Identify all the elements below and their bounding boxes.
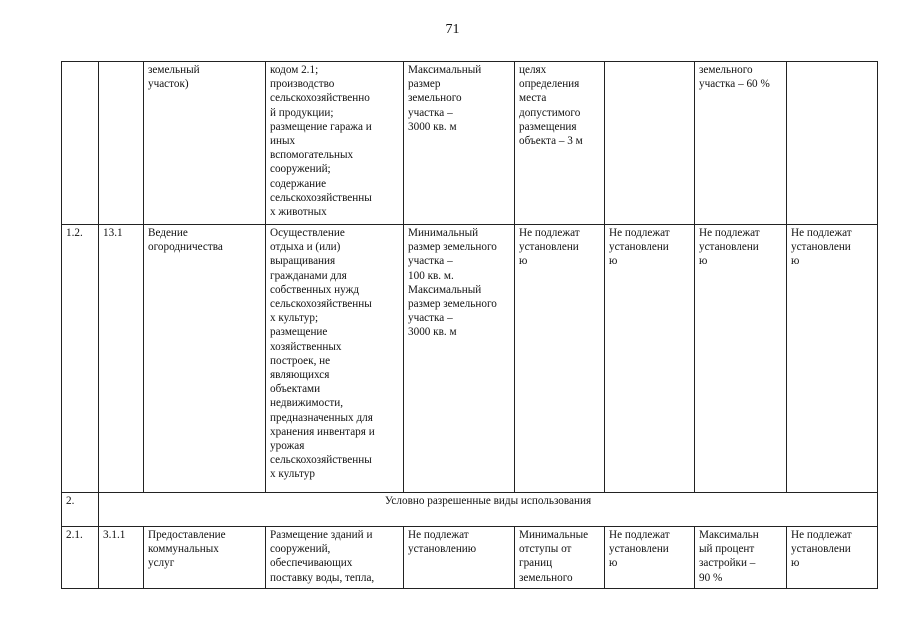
cell-line: обеспечивающих [270, 557, 353, 570]
cell-line: Минимальный [408, 227, 479, 239]
cell-line: 100 кв. м. [408, 269, 454, 282]
cell-line: Не подлежат [791, 529, 852, 541]
cell-setbacks [515, 225, 605, 493]
cell-other [787, 225, 878, 493]
section-title: Условно разрешенные виды использования [99, 493, 878, 527]
cell-line: х культур; [270, 312, 319, 325]
cell-line: сельскохозяйственны [270, 298, 372, 311]
cell-line: ый процент [699, 543, 755, 556]
cell-line: установлени [791, 241, 851, 254]
cell-code [99, 62, 144, 225]
cell-line: установлени [609, 543, 669, 556]
section-row-2 [62, 493, 878, 527]
cell-line: размер земельного [408, 298, 497, 311]
cell-line: отдыха и (или) [270, 241, 341, 254]
cell-line: огородничества [148, 241, 223, 254]
cell-setbacks [515, 62, 605, 225]
cell-line: 90 % [699, 571, 723, 584]
cell-line: участок) [148, 78, 189, 91]
cell-other [787, 527, 878, 589]
cell-line: ю [519, 255, 528, 268]
cell-line: Осуществление [270, 227, 345, 239]
cell-line: установлени [609, 241, 669, 254]
cell-line: ю [609, 557, 618, 570]
cell-code: 3.1.1 [99, 527, 144, 589]
cell-line: установлени [699, 241, 759, 254]
cell-line: иных [270, 135, 296, 148]
cell-line: границ [519, 557, 553, 570]
cell-line: недвижимости, [270, 397, 344, 410]
cell-line: отступы от [519, 543, 572, 556]
cell-coverage [695, 527, 787, 589]
cell-line: допустимого [519, 106, 581, 119]
cell-other [787, 62, 878, 225]
cell-line: размер земельного [408, 241, 497, 254]
cell-line: определения [519, 78, 580, 91]
cell-description [266, 225, 404, 493]
cell-line: 3000 кв. м [408, 120, 457, 133]
cell-line: сооружений; [270, 163, 331, 176]
cell-line: производство [270, 78, 335, 91]
table-row-1-2 [62, 225, 878, 493]
cell-line: Размещение зданий и [270, 529, 373, 541]
cell-line: сельскохозяйственны [270, 191, 372, 204]
page-number: 71 [445, 22, 460, 37]
cell-line: Не подлежат [609, 529, 670, 541]
cell-floors [605, 225, 695, 493]
cell-floors [605, 62, 695, 225]
cell-line: места [519, 92, 547, 105]
section-number: 2. [62, 493, 99, 527]
cell-line: земельного [699, 64, 753, 76]
land-use-table [61, 61, 878, 589]
cell-line: кодом 2.1; [270, 64, 319, 76]
cell-line: Предоставление [148, 529, 226, 541]
cell-size [404, 527, 515, 589]
cell-coverage [695, 62, 787, 225]
cell-line: размещение [270, 326, 328, 339]
cell-line: Максимальный [408, 283, 482, 296]
cell-floors [605, 527, 695, 589]
cell-size [404, 225, 515, 493]
cell-line: коммунальных [148, 543, 219, 556]
cell-size [404, 62, 515, 225]
cell-line: Не подлежат [408, 529, 469, 541]
cell-line: услуг [148, 557, 175, 570]
cell-line: построек, не [270, 354, 331, 367]
cell-line: выращивания [270, 255, 336, 268]
cell-line: собственных нужд [270, 283, 360, 296]
cell-line: земельного [519, 571, 573, 584]
cell-line: ю [791, 255, 800, 268]
cell-line: ю [699, 255, 708, 268]
cell-line: х животных [270, 206, 327, 219]
cell-line: участка – [408, 106, 453, 119]
cell-description [266, 527, 404, 589]
cell-code: 13.1 [99, 225, 144, 493]
cell-line: ю [609, 255, 618, 268]
cell-name [144, 62, 266, 225]
cell-line: земельного [408, 92, 462, 105]
cell-line: Максимальный [408, 64, 482, 76]
table-row-continuation [62, 62, 878, 225]
cell-line: Не подлежат [519, 227, 580, 239]
cell-line: Не подлежат [609, 227, 670, 239]
cell-line: содержание [270, 177, 327, 190]
cell-coverage [695, 225, 787, 493]
cell-line: хозяйственных [270, 340, 342, 353]
cell-line: хранения инвентаря и [270, 425, 375, 438]
cell-line: сельскохозяйственны [270, 454, 372, 467]
cell-line: размещения [519, 120, 577, 133]
cell-line: сооружений, [270, 543, 331, 556]
cell-line: установлени [791, 543, 851, 556]
cell-line: сельскохозяйственно [270, 92, 370, 105]
cell-num: 2.1. [62, 527, 99, 589]
cell-line: объектами [270, 383, 321, 396]
cell-line: объекта – 3 м [519, 135, 583, 148]
cell-line: размещение гаража и [270, 120, 372, 133]
cell-line: размер [408, 78, 441, 91]
cell-description [266, 62, 404, 225]
cell-line: участка – [408, 312, 453, 325]
cell-line: земельный [148, 64, 200, 76]
cell-line: предназначенных для [270, 411, 373, 424]
cell-num: 1.2. [62, 225, 99, 493]
cell-line: участка – [408, 255, 453, 268]
cell-line: 3000 кв. м [408, 326, 457, 339]
cell-name [144, 527, 266, 589]
cell-line: Не подлежат [699, 227, 760, 239]
cell-line: ю [791, 557, 800, 570]
cell-num [62, 62, 99, 225]
cell-line: х культур [270, 468, 315, 481]
cell-line: Ведение [148, 227, 188, 239]
cell-line: застройки – [699, 557, 756, 570]
cell-setbacks [515, 527, 605, 589]
cell-line: й продукции; [270, 106, 334, 119]
cell-line: целях [519, 64, 547, 76]
cell-line: Не подлежат [791, 227, 852, 239]
cell-line: урожая [270, 440, 305, 453]
cell-line: установлени [519, 241, 579, 254]
table-row-2-1 [62, 527, 878, 589]
cell-line: поставку воды, тепла, [270, 571, 375, 584]
cell-line: являющихся [270, 369, 330, 382]
cell-line: Минимальные [519, 529, 589, 541]
cell-name [144, 225, 266, 493]
cell-line: гражданами для [270, 269, 347, 282]
cell-line: участка – 60 % [699, 78, 770, 91]
cell-line: вспомогательных [270, 149, 354, 162]
cell-line: Максимальн [699, 529, 759, 541]
cell-line: установлению [408, 543, 477, 556]
